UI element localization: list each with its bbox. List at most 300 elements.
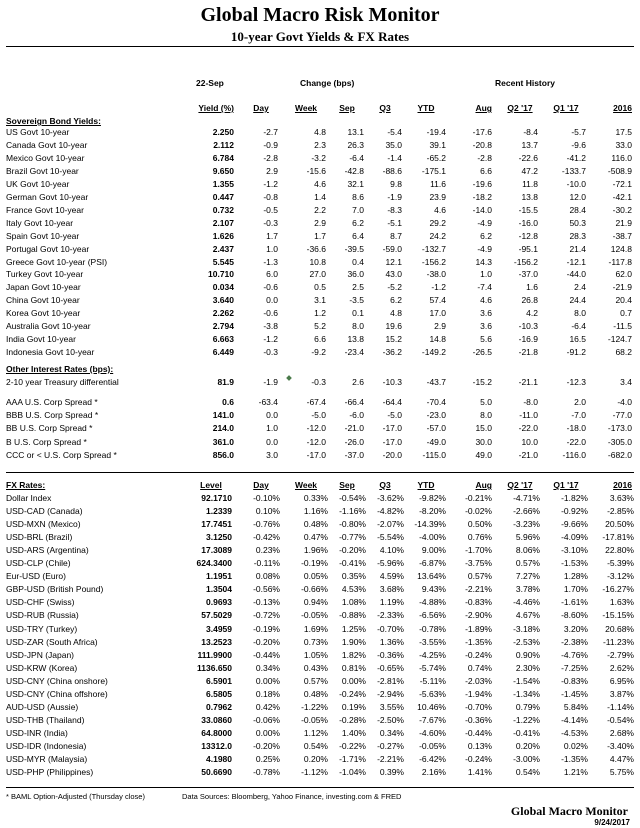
row-value: -2.38%	[561, 636, 588, 647]
bond-row	[6, 179, 634, 191]
row-value: 0.08%	[255, 571, 280, 582]
row-value: -66.4	[344, 397, 364, 407]
fx-row	[6, 702, 634, 714]
row-value: 2.5	[352, 282, 364, 293]
row-value: 0.79%	[515, 701, 540, 712]
row-value: 0.35%	[341, 571, 366, 582]
row-value: 27.0	[309, 269, 326, 280]
row-value: 2.4	[574, 282, 586, 293]
row-value: 0.00%	[255, 727, 280, 738]
row-value: 0.034	[212, 282, 234, 293]
row-value: 12.0	[569, 191, 586, 202]
row-value: 13.8	[347, 334, 364, 345]
row-value: -8.60%	[561, 610, 588, 621]
bonds-section-title: Sovereign Bond Yields:	[6, 116, 101, 126]
row-label: USD-MXN (Mexico)	[6, 519, 81, 530]
row-value: 47.2	[521, 165, 538, 176]
column-header: Week	[294, 480, 318, 490]
corp-spread-row	[6, 410, 634, 422]
row-value: 15.0	[475, 423, 492, 434]
row-value: 6.2	[480, 230, 492, 241]
row-value: -1.70%	[465, 545, 492, 556]
row-value: -508.9	[607, 165, 632, 176]
row-value: 2.30%	[515, 662, 540, 673]
row-label: USD-MYR (Malaysia)	[6, 754, 88, 764]
row-value: -3.8	[263, 321, 278, 332]
row-value: -0.3	[263, 347, 278, 358]
row-value: -3.00%	[513, 754, 540, 764]
row-value: -4.00%	[419, 532, 446, 543]
row-value: 0.0	[266, 295, 278, 306]
row-value: -12.3	[566, 377, 586, 387]
row-value: -41.2	[566, 152, 586, 163]
row-label: German Govt 10-year	[6, 191, 89, 202]
row-value: 8.0	[480, 410, 492, 421]
row-value: -3.12%	[607, 571, 634, 582]
row-value: 24.4	[569, 295, 586, 306]
row-value: -15.5	[518, 204, 538, 215]
fx-row	[6, 597, 634, 609]
row-value: 1.69%	[303, 623, 328, 634]
row-value: -1.35%	[465, 636, 492, 647]
column-header: Q1 '17	[553, 480, 579, 490]
row-value: 6.6	[480, 165, 492, 176]
row-value: -2.8	[263, 152, 278, 163]
row-value: 14.3	[475, 256, 492, 267]
row-value: -65.2	[426, 152, 446, 163]
row-label: Dollar Index	[6, 493, 52, 503]
row-value: 5.96%	[515, 532, 540, 543]
row-value: -133.7	[561, 165, 586, 176]
row-label: Spain Govt 10-year	[6, 230, 80, 241]
row-value: -2.33%	[377, 610, 404, 621]
row-value: -4.0	[617, 397, 632, 407]
row-value: 26.3	[347, 139, 364, 150]
fx-row	[6, 532, 634, 544]
row-value: -0.13%	[253, 597, 280, 608]
row-value: -3.62%	[377, 493, 404, 503]
row-value: -14.39%	[414, 519, 446, 530]
row-value: 2.16%	[421, 767, 446, 778]
row-value: 0.57%	[515, 558, 540, 569]
row-value: 0.47%	[303, 532, 328, 543]
row-value: 6.663	[212, 334, 234, 345]
row-value: -6.0	[349, 410, 364, 421]
row-value: 0.33%	[303, 493, 328, 503]
row-value: -17.0	[382, 423, 402, 434]
row-value: -7.0	[571, 410, 586, 421]
row-label: USD-CHF (Swiss)	[6, 597, 75, 608]
row-label: USD-CAD (Canada)	[6, 506, 83, 517]
row-value: -10.0	[566, 178, 586, 189]
data-sources: Data Sources: Bloomberg, Yahoo Finance, investing.com & FRED	[182, 792, 402, 801]
row-value: -6.4	[571, 321, 586, 332]
row-value: -4.88%	[419, 597, 446, 608]
row-value: 3.20%	[563, 623, 588, 634]
row-value: -1.2	[431, 282, 446, 293]
row-value: -5.74%	[419, 662, 446, 673]
row-value: -12.0	[306, 423, 326, 434]
row-value: -0.66%	[301, 584, 328, 595]
row-value: -1.94%	[465, 688, 492, 699]
row-label: Portugal Govt 10-year	[6, 243, 90, 254]
footer-divider	[6, 787, 634, 788]
row-value: 0.0	[266, 436, 278, 447]
other-rates-section-title: Other Interest Rates (bps):	[6, 364, 114, 374]
page-title: Global Macro Risk Monitor	[200, 4, 440, 26]
row-value: 12.1	[385, 256, 402, 267]
row-value: 0.9693	[206, 597, 232, 608]
row-value: 0.13%	[467, 740, 492, 751]
row-value: 2.6	[352, 377, 364, 387]
row-value: 1.12%	[303, 727, 328, 738]
row-label: USD-INR (India)	[6, 727, 68, 738]
row-value: 124.8	[610, 243, 632, 254]
row-value: -43.7	[426, 377, 446, 387]
row-value: -1.9	[263, 377, 278, 387]
row-value: 22.80%	[605, 545, 634, 556]
row-value: 35.0	[385, 139, 402, 150]
row-value: -1.14%	[607, 701, 634, 712]
row-value: 1136.650	[197, 662, 232, 673]
row-value: -57.0	[426, 423, 446, 434]
row-value: 13312.0	[201, 740, 232, 751]
row-value: 856.0	[212, 449, 234, 460]
row-value: 4.53%	[341, 584, 366, 595]
row-value: 1.0	[480, 269, 492, 280]
fx-row	[6, 676, 634, 688]
row-value: -4.46%	[513, 597, 540, 608]
row-value: -3.18%	[513, 623, 540, 634]
row-value: 6.2	[390, 295, 402, 306]
row-label: USD-ARS (Argentina)	[6, 545, 89, 556]
row-value: 0.02%	[563, 740, 588, 751]
row-value: 1.08%	[341, 597, 366, 608]
row-label: B U.S. Corp Spread *	[6, 436, 87, 447]
row-value: -39.5	[344, 243, 364, 254]
corp-spread-row	[6, 397, 634, 409]
row-value: 8.7	[390, 230, 402, 241]
row-value: -1.34%	[513, 688, 540, 699]
row-value: 2.9	[266, 165, 278, 176]
row-value: 3.6	[480, 308, 492, 319]
row-value: 0.5	[314, 282, 326, 293]
row-label: USD-IDR (Indonesia)	[6, 740, 87, 751]
row-value: 2.107	[212, 217, 234, 228]
row-value: 1.16%	[303, 506, 328, 517]
row-value: -0.20%	[253, 740, 280, 751]
row-value: 13.2523	[201, 636, 232, 647]
row-value: -1.54%	[513, 675, 540, 686]
row-value: -1.53%	[561, 558, 588, 569]
row-value: -1.82%	[561, 493, 588, 503]
row-value: 30.0	[475, 436, 492, 447]
row-value: 3.68%	[379, 584, 404, 595]
row-value: 50.6690	[201, 767, 232, 778]
row-value: -2.07%	[377, 519, 404, 530]
row-value: 0.4	[352, 256, 364, 267]
row-value: 21.9	[615, 217, 632, 228]
row-value: 8.0	[574, 308, 586, 319]
row-label: Japan Govt 10-year	[6, 282, 81, 293]
row-value: 3.0	[266, 449, 278, 460]
row-label: India Govt 10-year	[6, 334, 76, 345]
row-value: -2.21%	[377, 754, 404, 764]
row-value: -0.42%	[253, 532, 280, 543]
row-value: -0.70%	[377, 623, 404, 634]
row-label: China Govt 10-year	[6, 295, 80, 306]
row-value: -0.44%	[253, 649, 280, 660]
row-value: 0.1	[352, 308, 364, 319]
row-value: -30.2	[612, 204, 632, 215]
row-value: 4.10%	[379, 545, 404, 556]
row-value: -88.6	[382, 165, 402, 176]
row-value: 8.0	[352, 321, 364, 332]
row-value: -0.11%	[253, 558, 280, 569]
row-value: 0.54%	[515, 767, 540, 778]
bond-row	[6, 321, 634, 333]
row-value: -17.6	[472, 127, 492, 137]
row-label: Mexico Govt 10-year	[6, 152, 85, 163]
row-value: 7.27%	[515, 571, 540, 582]
row-value: 62.0	[615, 269, 632, 280]
treasury-spread-row	[6, 377, 634, 389]
row-value: 2.9	[314, 217, 326, 228]
row-label: USD-JPN (Japan)	[6, 649, 75, 660]
row-label: Canada Govt 10-year	[6, 139, 88, 150]
row-value: 33.0	[615, 139, 632, 150]
row-value: 2.2	[314, 204, 326, 215]
row-value: -70.4	[426, 397, 446, 407]
row-value: -14.0	[472, 204, 492, 215]
row-value: 15.2	[385, 334, 402, 345]
row-value: -36.2	[382, 347, 402, 358]
column-header: Week	[294, 103, 318, 113]
row-value: -16.0	[518, 217, 538, 228]
footer-date: 9/24/2017	[594, 818, 630, 827]
fx-row	[6, 650, 634, 662]
row-label: US Govt 10-year	[6, 127, 70, 137]
row-value: -18.2	[472, 191, 492, 202]
row-value: -6.4	[349, 152, 364, 163]
row-value: 4.2	[526, 308, 538, 319]
row-value: -8.20%	[419, 506, 446, 517]
row-value: -4.9	[477, 243, 492, 254]
row-value: -0.44%	[465, 727, 492, 738]
row-value: 1.7	[266, 230, 278, 241]
row-value: -77.0	[612, 410, 632, 421]
row-value: -5.0	[387, 410, 402, 421]
row-value: 0.39%	[379, 767, 404, 778]
row-value: 0.73%	[303, 636, 328, 647]
bond-row	[6, 347, 634, 359]
row-label: AAA U.S. Corp Spread *	[6, 397, 98, 407]
row-value: 17.5	[615, 127, 632, 137]
fx-row	[6, 506, 634, 518]
row-value: 0.43%	[303, 662, 328, 673]
bond-row	[6, 127, 634, 139]
row-label: USD-THB (Thailand)	[6, 714, 85, 725]
corp-spread-row	[6, 450, 634, 462]
row-value: 57.5029	[201, 610, 232, 621]
row-value: 0.20%	[515, 740, 540, 751]
row-value: 6.5805	[206, 688, 232, 699]
row-value: 3.1	[314, 295, 326, 306]
bond-row	[6, 218, 634, 230]
row-value: -132.7	[421, 243, 446, 254]
row-value: -0.10%	[253, 493, 280, 503]
fx-row	[6, 624, 634, 636]
row-value: -21.0	[344, 423, 364, 434]
row-value: 14.8	[429, 334, 446, 345]
row-value: 64.8000	[201, 727, 232, 738]
row-value: -115.0	[422, 449, 446, 460]
row-value: 3.640	[212, 295, 234, 306]
row-value: -156.2	[421, 256, 446, 267]
corp-spread-row	[6, 437, 634, 449]
row-value: 1.40%	[341, 727, 366, 738]
row-value: -18.0	[566, 423, 586, 434]
row-value: -9.82%	[419, 493, 446, 503]
row-label: Turkey Govt 10-year	[6, 269, 84, 280]
row-value: -9.6	[571, 139, 586, 150]
row-value: -5.2	[387, 282, 402, 293]
row-value: -0.9	[263, 139, 278, 150]
fx-row	[6, 637, 634, 649]
row-value: 2.250	[212, 127, 234, 137]
row-value: 1.0	[266, 423, 278, 434]
row-value: -67.4	[306, 397, 326, 407]
bond-row	[6, 140, 634, 152]
row-value: -21.8	[518, 347, 538, 358]
row-value: 0.19%	[341, 701, 366, 712]
row-value: -682.0	[607, 449, 632, 460]
row-value: -149.2	[421, 347, 446, 358]
row-value: 2.0	[574, 397, 586, 407]
row-value: -1.3	[263, 256, 278, 267]
row-value: -49.0	[426, 436, 446, 447]
row-value: -5.63%	[419, 688, 446, 699]
row-value: -1.9	[387, 191, 402, 202]
row-value: 3.78%	[515, 584, 540, 595]
row-value: -0.27%	[377, 740, 404, 751]
row-label: Korea Govt 10-year	[6, 308, 81, 319]
row-value: -0.78%	[419, 623, 446, 634]
row-value: 0.25%	[255, 754, 280, 764]
row-value: -4.9	[477, 217, 492, 228]
row-value: 17.7451	[201, 519, 232, 530]
row-value: -17.81%	[602, 532, 634, 543]
row-value: -0.36%	[465, 714, 492, 725]
row-value: -0.6	[263, 308, 278, 319]
row-value: 4.8	[390, 308, 402, 319]
row-value: -0.19%	[301, 558, 328, 569]
row-value: -1.22%	[513, 714, 540, 725]
row-value: -8.3	[387, 204, 402, 215]
row-value: -0.05%	[301, 714, 328, 725]
column-header: Q3	[379, 480, 391, 490]
column-header: Level	[200, 480, 222, 490]
row-value: -2.66%	[513, 506, 540, 517]
row-value: 6.95%	[609, 675, 634, 686]
column-header: Aug	[475, 103, 492, 113]
fx-row	[6, 715, 634, 727]
column-header: Day	[253, 103, 269, 113]
row-value: 0.00%	[255, 675, 280, 686]
row-value: -1.2	[263, 334, 278, 345]
row-value: -5.39%	[607, 558, 634, 569]
row-label: USD-BRL (Brazil)	[6, 532, 73, 543]
row-value: 32.1	[347, 178, 364, 189]
row-value: -5.7	[571, 127, 586, 137]
row-value: 0.10%	[255, 506, 280, 517]
row-value: 2.9	[434, 321, 446, 332]
row-value: 1.19%	[379, 597, 404, 608]
row-value: -19.6	[472, 178, 492, 189]
fx-row	[6, 728, 634, 740]
row-value: 3.6	[480, 321, 492, 332]
row-value: -38.7	[612, 230, 632, 241]
row-value: 2.794	[212, 321, 234, 332]
row-value: -4.71%	[513, 493, 540, 503]
row-value: -0.05%	[419, 740, 446, 751]
row-value: 4.67%	[515, 610, 540, 621]
row-value: -26.0	[344, 436, 364, 447]
row-value: -63.4	[258, 397, 278, 407]
row-value: 6.4	[352, 230, 364, 241]
row-value: -21.1	[518, 377, 538, 387]
row-value: -42.8	[344, 165, 364, 176]
row-value: -0.83%	[561, 675, 588, 686]
row-value: -95.1	[518, 243, 538, 254]
row-value: -0.28%	[339, 714, 366, 725]
row-value: 1.21%	[563, 767, 588, 778]
row-value: 0.7962	[206, 701, 232, 712]
row-value: -6.42%	[419, 754, 446, 764]
row-value: 6.784	[212, 152, 234, 163]
row-value: -0.6	[263, 282, 278, 293]
row-value: -2.03%	[465, 675, 492, 686]
row-value: -0.41%	[513, 727, 540, 738]
row-value: -0.20%	[253, 636, 280, 647]
row-value: -3.75%	[465, 558, 492, 569]
row-value: -1.4	[387, 152, 402, 163]
bond-row	[6, 153, 634, 165]
row-value: 6.0	[266, 269, 278, 280]
row-value: 1.96%	[303, 545, 328, 556]
row-label: GBP-USD (British Pound)	[6, 584, 104, 595]
row-value: -1.35%	[561, 754, 588, 764]
column-header: YTD	[417, 480, 435, 490]
row-value: -1.71%	[339, 754, 366, 764]
row-value: 26.8	[521, 295, 538, 306]
column-header: Q3	[379, 103, 391, 113]
row-value: -26.5	[472, 347, 492, 358]
page-subtitle: 10-year Govt Yields & FX Rates	[230, 29, 410, 44]
fx-row	[6, 493, 634, 505]
row-value: 0.48%	[303, 688, 328, 699]
row-value: 0.57%	[303, 675, 328, 686]
row-value: -5.96%	[377, 558, 404, 569]
row-value: 0.42%	[255, 701, 280, 712]
row-value: -15.15%	[602, 610, 634, 621]
row-value: 0.57%	[467, 571, 492, 582]
row-value: -22.0	[566, 436, 586, 447]
row-label: CCC or < U.S. Corp Spread *	[6, 449, 117, 460]
row-value: -0.3	[311, 377, 326, 387]
row-value: 0.76%	[467, 532, 492, 543]
row-value: -1.16%	[339, 506, 366, 517]
